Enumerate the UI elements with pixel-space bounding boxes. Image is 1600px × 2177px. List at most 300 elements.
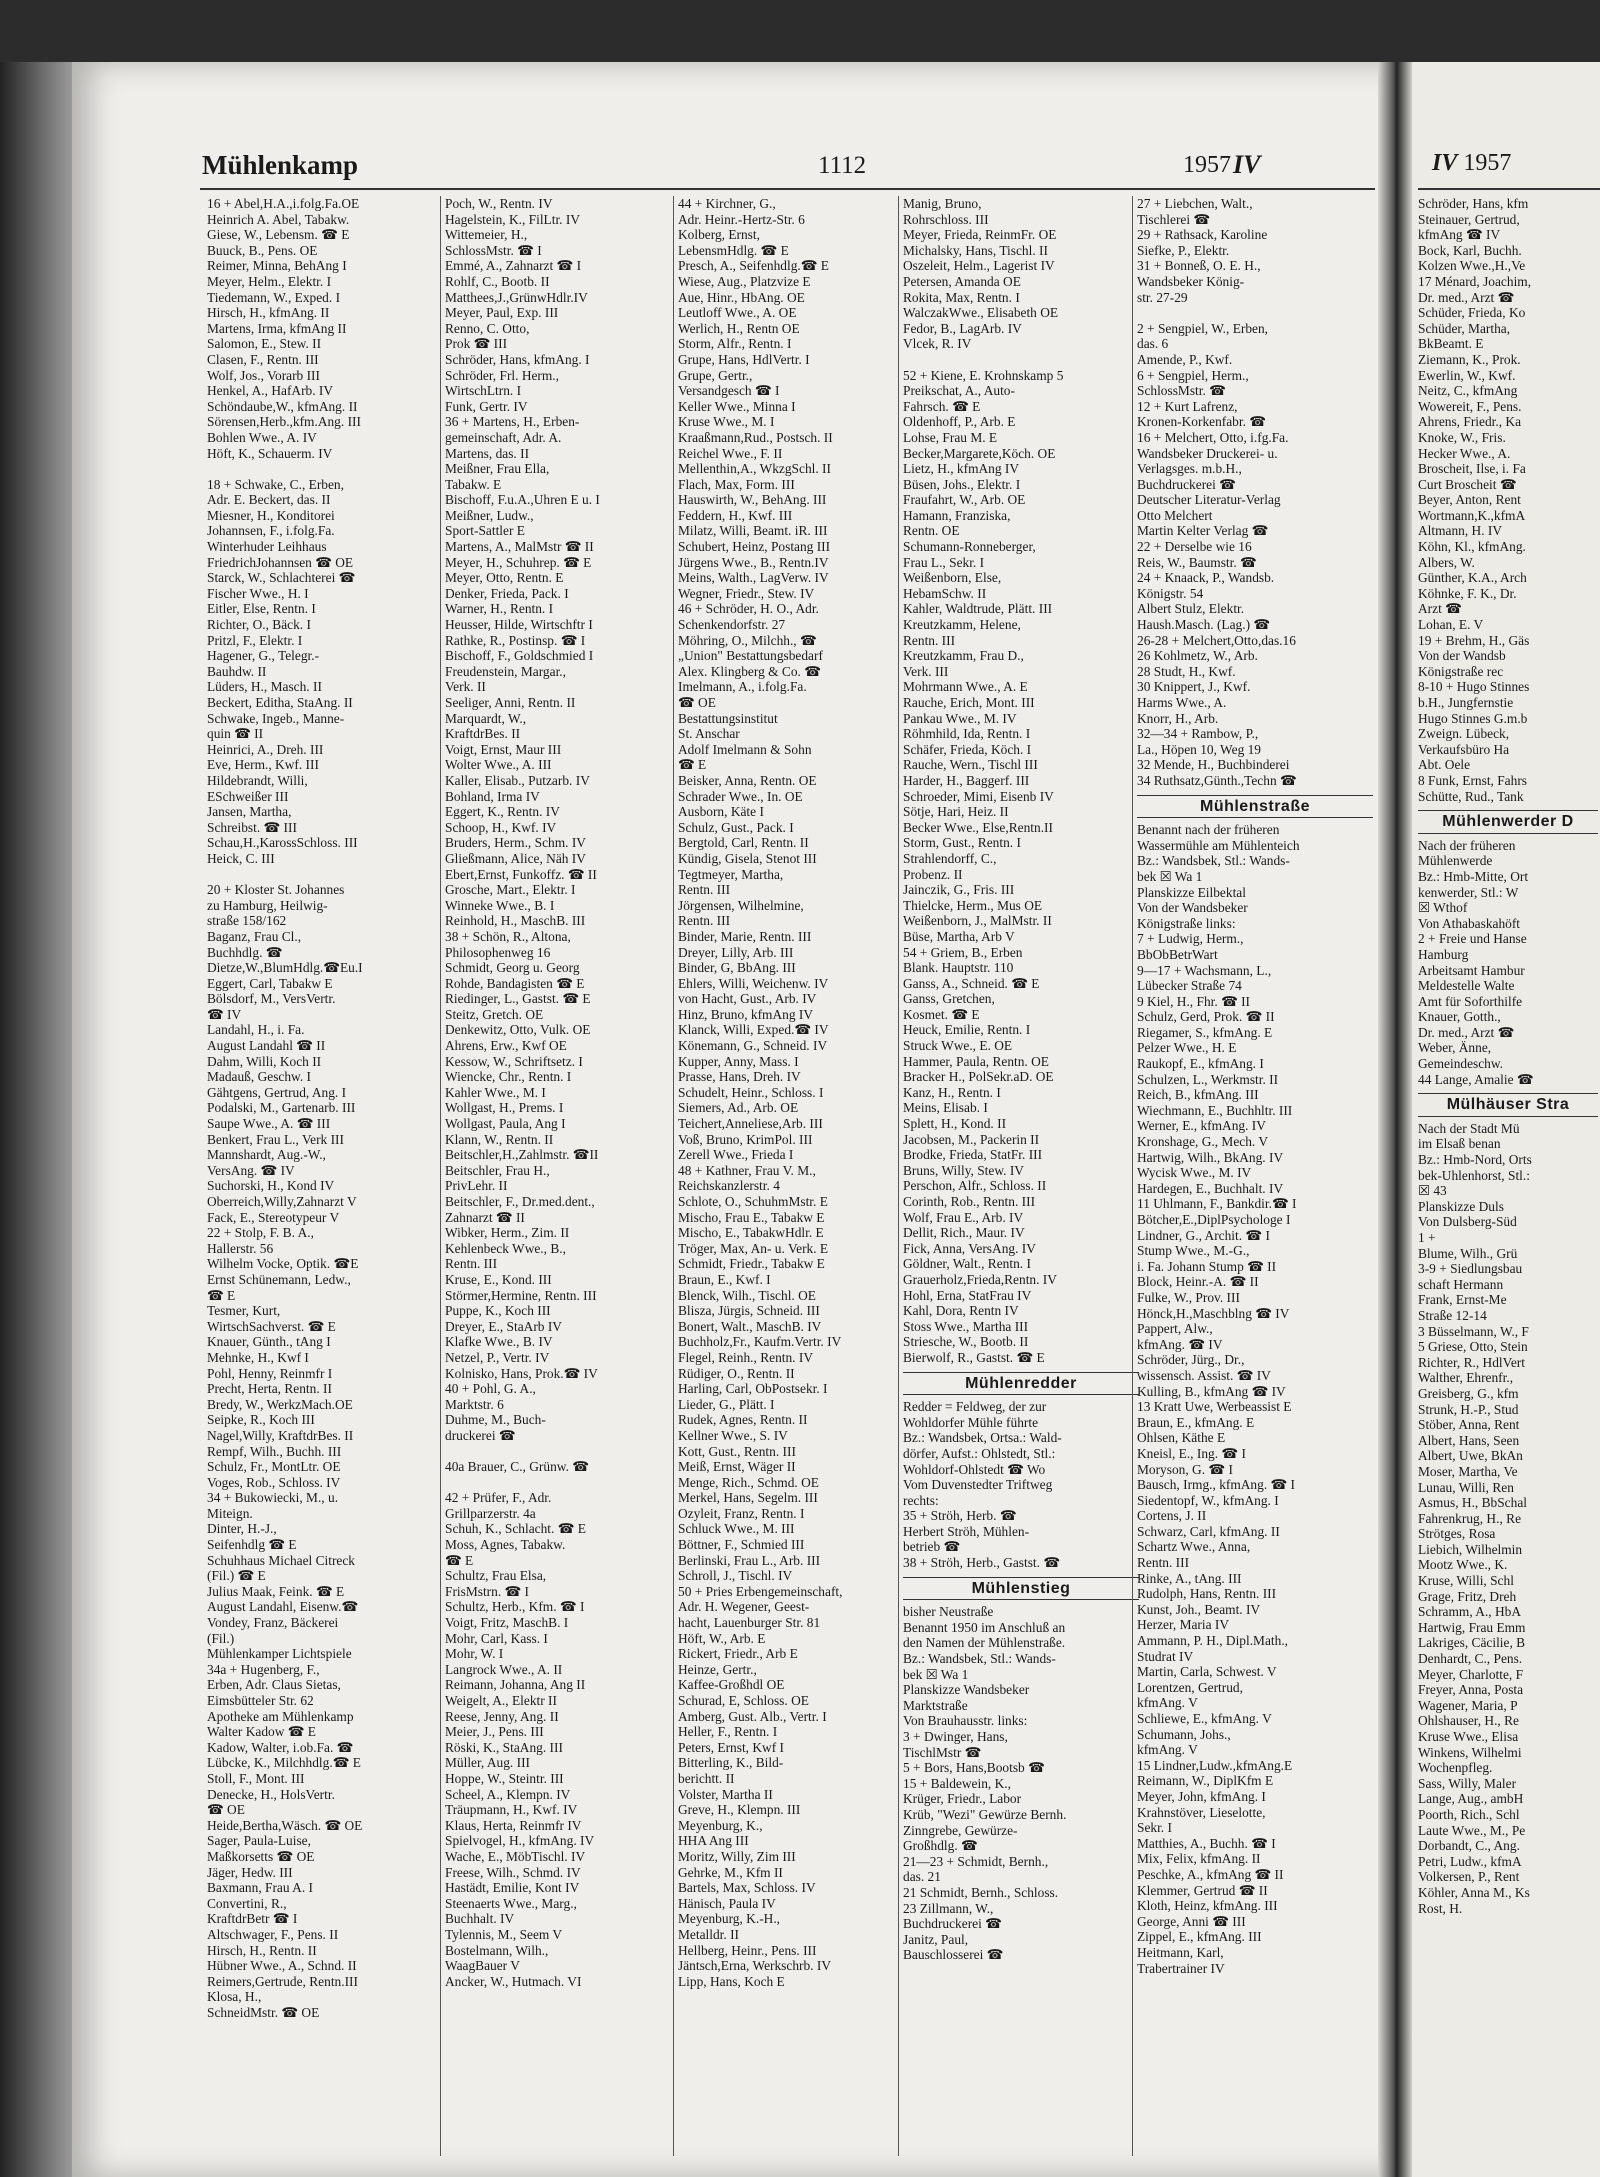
directory-entry: Schröder, Hans, kfmAng. I [445, 351, 590, 367]
directory-entry: Liebich, Wilhelmin [1418, 1541, 1523, 1557]
directory-entry: Freese, Wilh., Schmd. IV [445, 1864, 581, 1880]
directory-entry: Dreyer, E., StaArb IV [445, 1318, 562, 1334]
directory-entry: 19 + Brehm, H., Gäs [1418, 632, 1530, 648]
directory-entry: Nach der früheren [1418, 837, 1516, 853]
column-divider [673, 196, 674, 2156]
directory-entry: Lohse, Frau M. E [903, 429, 998, 445]
directory-entry: kfmAng. V [1137, 1742, 1198, 1758]
directory-entry: Corinth, Rob., Rentn. III [903, 1194, 1036, 1209]
directory-entry: Riegamer, S., kfmAng. E [1137, 1024, 1273, 1040]
facing-header-rule [1418, 188, 1600, 190]
directory-entry: Ancker, W., Hutmach. VI [445, 1973, 582, 1989]
directory-entry: das. 6 [1137, 336, 1169, 352]
directory-entry: Planskizze Eilbektal [1137, 884, 1246, 900]
directory-entry: Gließmann, Alice, Näh IV [445, 850, 586, 866]
directory-entry: Verlagsges. m.b.H., [1137, 461, 1242, 477]
directory-entry: Schüder, Martha, [1418, 320, 1511, 336]
directory-entry: Convertini, R., [207, 1895, 287, 1911]
directory-entry: Flach, Max, Form. III [678, 476, 795, 492]
directory-entry: 36 + Martens, H., Erben- [445, 414, 580, 430]
directory-entry: Clasen, F., Rentn. III [207, 351, 319, 367]
directory-entry: Rüdiger, O., Rentn. II [678, 1365, 795, 1381]
directory-entry: (Fil.) ☎ E [207, 1568, 266, 1584]
directory-entry: Meyer, Paul, Exp. III [445, 305, 559, 321]
directory-entry: Hübner Wwe., A., Schnd. II [207, 1958, 357, 1974]
directory-entry: Fraufahrt, W., Arb. OE [903, 492, 1026, 508]
directory-entry: Studrat IV [1137, 1648, 1194, 1664]
directory-entry: i. Fa. Johann Stump ☎ II [1137, 1258, 1277, 1274]
directory-entry: betrieb ☎ [903, 1539, 961, 1555]
directory-entry: Raukopf, E., kfmAng. I [1137, 1056, 1264, 1072]
directory-entry: Kellner Wwe., S. IV [678, 1427, 788, 1443]
directory-entry: Schumann-Ronneberger, [903, 539, 1036, 555]
directory-entry: Rickert, Friedr., Arb E [678, 1646, 798, 1662]
directory-entry: Presch, A., Seifenhdlg.☎ E [678, 258, 829, 274]
directory-entry: Winterhuder Leihhaus [207, 539, 327, 555]
district-number: IV [1233, 150, 1261, 179]
directory-entry: Schartz Wwe., Anna, [1137, 1539, 1251, 1555]
directory-entry: Knoke, W., Fris. [1418, 429, 1506, 445]
directory-entry: Vondey, Franz, Bäckerei [207, 1615, 339, 1631]
directory-entry: August Landahl, Eisenw.☎ [207, 1599, 359, 1615]
directory-entry: Hallerstr. 56 [207, 1240, 274, 1256]
directory-entry: Hellberg, Heinr., Pens. III [678, 1942, 817, 1958]
directory-entry: Erben, Adr. Claus Sietas, [207, 1677, 341, 1693]
directory-entry: berichtt. II [678, 1770, 735, 1786]
directory-entry: Grage, Fritz, Dreh [1418, 1588, 1517, 1604]
column-divider [1132, 196, 1133, 2156]
directory-entry: Merkel, Hans, Segelm. III [678, 1490, 818, 1506]
directory-entry: Suchorski, H., Kond IV [207, 1178, 335, 1194]
directory-entry: BkBeamt. E [1418, 336, 1484, 352]
directory-entry: Krüb, "Wezi" Gewürze Bernh. [903, 1806, 1067, 1822]
directory-entry: SchneidMstr. ☎ OE [207, 2004, 320, 2020]
directory-entry: Hastädt, Emilie, Kont IV [445, 1880, 580, 1896]
column-divider [440, 196, 441, 2156]
directory-entry: Rentn. OE [903, 523, 960, 539]
directory-entry: Winneke Wwe., B. I [445, 897, 555, 913]
directory-entry: Rauche, Wern., Tischl III [903, 757, 1038, 773]
directory-entry: Wochenpfleg. [1418, 1760, 1493, 1776]
directory-entry: Greisberg, G., kfm [1418, 1385, 1519, 1401]
directory-entry: Wache, E., MöbTischl. IV [445, 1848, 586, 1864]
directory-entry: Beisker, Anna, Rentn. OE [678, 772, 817, 788]
directory-entry: Hohl, Erna, StatFrau IV [903, 1287, 1032, 1303]
directory-entry: 1 + [1418, 1230, 1436, 1245]
directory-entry: Bohlen Wwe., A. IV [207, 429, 317, 445]
directory-entry: Landahl, H., i. Fa. [207, 1022, 305, 1038]
directory-entry: Buchdruckerei ☎ [1137, 476, 1236, 492]
facing-page-column [1418, 196, 1598, 2166]
column-1 [207, 196, 443, 2166]
directory-entry: Keller Wwe., Minna I [678, 398, 796, 414]
directory-entry: Verk. II [445, 679, 486, 695]
directory-entry: Wassermühle am Mühlenteich [1137, 837, 1300, 853]
directory-entry: 15 + Baldewein, K., [903, 1775, 1011, 1791]
directory-entry: Janitz, Paul, [903, 1931, 969, 1947]
directory-entry: 12 + Kurt Lafrenz, [1137, 398, 1238, 414]
directory-entry: Riedinger, L., Gastst. ☎ E [445, 991, 591, 1007]
directory-entry: 15 Lindner,Ludw.,kfmAng.E [1137, 1757, 1293, 1773]
directory-entry: Kraaßmann,Rud., Postsch. II [678, 429, 833, 445]
directory-entry: Fahrsch. ☎ E [903, 398, 981, 414]
directory-entry: Blank. Hauptstr. 110 [903, 960, 1014, 976]
directory-entry: Braun, E., Kwf. I [678, 1271, 771, 1287]
directory-entry: Leutloff Wwe., A. OE [678, 305, 797, 321]
directory-entry: Schöndaube,W., kfmAng. II [207, 398, 358, 414]
directory-entry: Imelmann, A., i.folg.Fa. [678, 679, 807, 695]
directory-entry: Eimsbütteler Str. 62 [207, 1693, 314, 1708]
directory-entry: Bz.: Wandsbek, Stl.: Wands- [903, 1651, 1056, 1667]
directory-entry: Winkens, Wilhelmi [1418, 1744, 1522, 1760]
directory-entry: Ganss, A., Schneid. ☎ E [903, 975, 1040, 991]
directory-entry: kfmAng ☎ IV [1418, 227, 1501, 243]
directory-entry: Schulz, Gust., Pack. I [678, 819, 794, 835]
directory-entry: Laute Wwe., M., Pe [1418, 1822, 1526, 1838]
directory-entry: Reichskanzlerstr. 4 [678, 1178, 780, 1194]
directory-entry: Rauche, Erich, Mont. III [903, 695, 1035, 710]
directory-entry: Precht, Herta, Rentn. II [207, 1381, 332, 1397]
directory-entry: kfmAng. ☎ IV [1137, 1336, 1223, 1352]
directory-entry: Lohan, E. V [1418, 617, 1484, 633]
directory-entry: wissensch. Assist. ☎ IV [1137, 1367, 1271, 1383]
directory-entry: Hardegen, E., Buchhalt. IV [1137, 1180, 1284, 1196]
directory-entry: ESchweißer III [207, 788, 289, 804]
directory-entry: Bz.: Wandsbek, Ortsa.: Wald- [903, 1430, 1062, 1446]
directory-entry: Voß, Bruno, KrimPol. III [678, 1131, 813, 1147]
directory-entry: Heller, F., Rentn. I [678, 1724, 778, 1740]
directory-entry: Schäfer, Frieda, Köch. I [903, 741, 1032, 757]
directory-entry: Weißenborn, Else, [903, 570, 1002, 586]
directory-entry: Rohrschloss. III [903, 211, 989, 227]
directory-entry: Grillparzerstr. 4a [445, 1505, 536, 1521]
directory-entry: Jäntsch,Erna, Werkschrb. IV [678, 1958, 831, 1974]
directory-entry: Kreutzkamm, Frau D., [903, 648, 1024, 664]
directory-entry: Köhn, Kl., kfmAng. [1418, 539, 1526, 555]
directory-entry: Metalldr. II [678, 1926, 739, 1942]
directory-entry: Versandgesch ☎ I [678, 383, 780, 399]
directory-entry: Lietz, H., kfmAng IV [903, 461, 1020, 477]
directory-entry: Menge, Rich., Schmd. OE [678, 1474, 819, 1490]
directory-entry: Schmidt, Georg u. Georg [445, 960, 580, 976]
directory-entry: Heuck, Emilie, Rentn. I [903, 1022, 1031, 1038]
directory-entry: Volster, Martha II [678, 1786, 773, 1802]
directory-entry: Mühlenkamper Lichtspiele [207, 1646, 352, 1662]
directory-entry: Beitschler,H.,Zahlmstr. ☎II [445, 1147, 599, 1163]
directory-entry: August Landahl ☎ II [207, 1038, 326, 1054]
directory-entry: Freyer, Anna, Posta [1418, 1682, 1524, 1698]
directory-entry: Reimers,Gertrude, Rentn.III [207, 1973, 358, 1989]
directory-entry: Grupe, Gertr., [678, 367, 753, 383]
directory-entry: str. 27-29 [1137, 289, 1188, 305]
directory-entry: Hänisch, Paula IV [678, 1895, 776, 1911]
directory-entry: Tiedemann, W., Exped. I [207, 289, 341, 305]
directory-entry: Richter, R., HdlVert [1418, 1354, 1525, 1370]
directory-entry: Buchholz,Fr., Kaufm.Vertr. IV [678, 1334, 842, 1350]
directory-entry: Wollgast, H., Prems. I [445, 1100, 564, 1116]
directory-entry: 38 + Ströh, Herb., Gastst. ☎ [903, 1555, 1061, 1571]
directory-entry: von Hacht, Gust., Arb. IV [678, 991, 817, 1007]
directory-entry: Peters, Ernst, Kwf I [678, 1739, 784, 1755]
directory-entry: Pappert, Alw., [1137, 1321, 1213, 1337]
directory-entry: Podalski, M., Gartenarb. III [207, 1100, 356, 1116]
directory-entry: Philosophenweg 16 [445, 944, 551, 960]
directory-entry: Kahler Wwe., M. I [445, 1084, 546, 1100]
directory-entry: bek ☒ Wa 1 [1137, 868, 1203, 884]
directory-entry: Zahnarzt ☎ II [445, 1209, 525, 1225]
directory-entry: Kaffee-Großhdl OE [678, 1677, 785, 1693]
directory-entry: Grauerholz,Frieda,Rentn. IV [903, 1271, 1057, 1287]
directory-entry: Schulz, Gerd, Prok. ☎ II [1137, 1009, 1275, 1025]
directory-entry: Seifenhdlg ☎ E [207, 1537, 297, 1553]
street-section-heading: Mühlenwerder D [1418, 810, 1598, 834]
directory-entry: Adr. Heinr.-Hertz-Str. 6 [678, 211, 805, 227]
directory-entry: Reimann, W., DiplKfm E [1137, 1773, 1274, 1789]
directory-entry: 3 Büsselmann, W., F [1418, 1323, 1529, 1339]
directory-entry: Kanz, H., Rentn. I [903, 1084, 1001, 1100]
directory-entry: Sörensen,Herb.,kfm.Ang. III [207, 414, 361, 430]
directory-entry: Hoppe, W., Steintr. III [445, 1770, 564, 1786]
column-2 [445, 196, 681, 2166]
directory-entry: 13 Kratt Uwe, Werbeassist E [1137, 1399, 1292, 1415]
directory-entry: Manig, Bruno, [903, 196, 982, 211]
directory-entry: Tesmer, Kurt, [207, 1303, 281, 1319]
directory-entry: Kündig, Gisela, Stenot III [678, 850, 817, 866]
directory-entry: Ernst Schünemann, Ledw., [207, 1271, 351, 1287]
directory-entry: b.H., Jungfernstie [1418, 695, 1514, 710]
directory-entry: Störmer,Hermine, Rentn. III [445, 1287, 597, 1303]
directory-entry: FrisMstrn. ☎ I [445, 1583, 530, 1599]
directory-entry: Schroeder, Mimi, Eisenb IV [903, 788, 1054, 804]
directory-entry: Meyenburg, K., [678, 1817, 763, 1833]
directory-entry: Pankau Wwe., M. IV [903, 710, 1017, 726]
directory-entry: Mohr, Carl, Kass. I [445, 1630, 548, 1646]
directory-entry: 26 Kohlmetz, W., Arb. [1137, 648, 1258, 664]
directory-entry: Mischo, Frau E., Tabakw E [678, 1209, 825, 1225]
directory-entry: 9 Kiel, H., Fhr. ☎ II [1137, 993, 1251, 1009]
directory-entry: Matthies, A., Buchh. ☎ I [1137, 1835, 1276, 1851]
directory-entry: Wolf, Jos., Vorarb III [207, 367, 320, 383]
directory-entry: Hamburg [1418, 946, 1469, 962]
street-section-heading: Mühlenstieg [903, 1577, 1139, 1601]
directory-entry: Sass, Willy, Maler [1418, 1775, 1517, 1791]
directory-entry: Splett, H., Kond. II [903, 1116, 1007, 1132]
directory-entry: Marktstraße [903, 1697, 968, 1713]
directory-entry: Schliewe, E., kfmAng. V [1137, 1711, 1272, 1726]
directory-entry: Storm, Gust., Rentn. I [903, 835, 1021, 851]
directory-entry: 54 + Griem, B., Erben [903, 944, 1023, 960]
directory-entry: Höft, W., Arb. E [678, 1630, 766, 1646]
directory-entry: Ozyleit, Franz, Rentn. I [678, 1505, 805, 1521]
directory-entry: Heinrici, A., Dreh. III [207, 741, 324, 757]
directory-entry [445, 1444, 681, 1460]
scan-left-border [0, 62, 72, 2177]
directory-entry: Planskizze Wandsbeker [903, 1682, 1030, 1698]
directory-entry: Frank, Ernst-Me [1418, 1292, 1507, 1308]
directory-entry: Röhmhild, Ida, Rentn. I [903, 726, 1031, 742]
directory-entry: Brodke, Frieda, StatFr. III [903, 1147, 1043, 1163]
directory-entry: Heick, C. III [207, 850, 275, 866]
directory-entry: Denhardt, C., Pens. [1418, 1651, 1523, 1667]
directory-entry: Voges, Rob., Schloss. IV [207, 1474, 341, 1490]
directory-entry: Wandsbeker Druckerei- u. [1137, 445, 1278, 461]
directory-entry: Tröger, Max, An- u. Verk. E [678, 1240, 829, 1256]
directory-entry: Michalsky, Hans, Tischl. II [903, 242, 1048, 258]
directory-entry: Ausborn, Käte I [678, 804, 764, 820]
directory-entry: Eggert, K., Rentn. IV [445, 804, 560, 820]
directory-entry: Renno, C. Otto, [445, 320, 530, 336]
directory-entry: FriedrichJohannsen ☎ OE [207, 554, 354, 570]
directory-entry: Giese, W., Lebensm. ☎ E [207, 227, 350, 243]
directory-entry: Wohldorf-Ohlstedt ☎ Wo [903, 1461, 1046, 1477]
directory-entry: Kronen-Korkenfabr. ☎ [1137, 414, 1266, 430]
scan-top-border [0, 0, 1600, 62]
directory-entry: Adr. H. Wegener, Geest- [678, 1599, 810, 1615]
directory-entry: Martens, das. II [445, 445, 530, 461]
directory-entry: Oldenhoff, P., Arb. E [903, 414, 1016, 430]
directory-entry: Lüders, H., Masch. II [207, 679, 322, 695]
directory-entry: Meyer, Helm., Elektr. I [207, 273, 332, 289]
directory-entry: Rentn. III [678, 913, 731, 929]
directory-entry: Jansen, Martha, [207, 804, 292, 820]
directory-entry: Sager, Paula-Luise, [207, 1833, 311, 1849]
directory-entry: Kunst, Joh., Beamt. IV [1137, 1601, 1261, 1617]
directory-entry: Dorbandt, C., Ang. [1418, 1838, 1520, 1854]
directory-entry: Grupe, Hans, HdlVertr. I [678, 351, 810, 367]
directory-entry: Marktstr. 6 [445, 1396, 504, 1412]
directory-entry: 2 + Sengpiel, W., Erben, [1137, 320, 1269, 336]
directory-entry: 21 Schmidt, Bernh., Schloss. [903, 1884, 1059, 1900]
directory-entry: Kahler, Waldtrude, Plätt. III [903, 601, 1053, 617]
directory-entry: Dietze,W.,BlumHdlg.☎Eu.I [207, 960, 363, 976]
directory-entry: Knorr, H., Arb. [1137, 710, 1219, 726]
directory-entry: Bz.: Hmb-Nord, Orts [1418, 1152, 1532, 1168]
directory-entry: Buchdruckerei ☎ [903, 1916, 1002, 1932]
directory-entry: Lübcke, K., Milchhdlg.☎ E [207, 1755, 361, 1771]
directory-entry: druckerei ☎ [445, 1427, 516, 1443]
directory-entry: Seeliger, Anni, Rentn. II [445, 695, 576, 710]
directory-entry: 8-10 + Hugo Stinnes [1418, 679, 1530, 695]
directory-entry: Tegtmeyer, Martha, [678, 866, 784, 882]
directory-entry: Königstraße links: [1137, 915, 1236, 931]
directory-entry: ☎ E [445, 1552, 474, 1568]
directory-entry: Hinz, Bruno, kfmAng IV [678, 1006, 814, 1022]
directory-entry: Reese, Jenny, Ang. II [445, 1708, 559, 1724]
directory-entry: Zippel, E., kfmAng. III [1137, 1929, 1262, 1945]
directory-entry: Großhdlg. ☎ [903, 1838, 978, 1854]
directory-entry: Möhring, O., Milchh., ☎ [678, 632, 817, 648]
directory-entry: Schultz, Frau Elsa, [445, 1568, 547, 1584]
directory-entry: Träupmann, H., Kwf. IV [445, 1802, 578, 1818]
directory-entry: 34 + Bukowiecki, M., u. [207, 1490, 339, 1506]
directory-entry: Aue, Hinr., HbAng. OE [678, 289, 805, 305]
directory-entry: Fack, E., Stereotypeur V [207, 1209, 340, 1225]
directory-entry: Kosmet. ☎ E [903, 1006, 980, 1022]
directory-entry: 46 + Schröder, H. O., Adr. [678, 601, 819, 617]
directory-entry: Trabertrainer IV [1137, 1960, 1225, 1976]
directory-entry: Sport-Sattler E [445, 523, 525, 539]
directory-entry: HebamSchw. II [903, 585, 987, 601]
directory-entry: Alex. Klingberg & Co. ☎ [678, 663, 821, 679]
directory-entry: Schluck Wwe., M. III [678, 1521, 795, 1537]
directory-entry: Königstraße rec [1418, 663, 1504, 679]
directory-entry: ☎ OE [207, 1802, 245, 1818]
directory-entry: Mühlenwerde [1418, 853, 1493, 869]
directory-entry: Dinter, H.-J., [207, 1521, 277, 1537]
directory-entry: Heinze, Gertr., [678, 1661, 757, 1677]
directory-entry: Rentn. III [1137, 1555, 1190, 1571]
directory-entry: Meyer, John, kfmAng. I [1137, 1788, 1266, 1804]
directory-entry: Arzt ☎ [1418, 601, 1462, 617]
directory-entry: Stump Wwe., M.-G., [1137, 1243, 1250, 1259]
directory-entry: Wegner, Friedr., Stew. IV [678, 585, 815, 601]
directory-entry: Büse, Martha, Arb V [903, 928, 1015, 944]
directory-entry: 34 Ruthsatz,Günth.,Techn ☎ [1137, 772, 1297, 788]
directory-entry: Meißner, Frau Ella, [445, 461, 550, 477]
directory-entry: 35 + Ströh, Herb. ☎ [903, 1508, 1017, 1524]
directory-entry: Schröder, Hans, kfm [1418, 196, 1529, 211]
directory-entry: Kruse Wwe., Elisa [1418, 1729, 1519, 1744]
directory-entry: Von der Wandsbeker [1137, 900, 1248, 916]
directory-entry: das. 21 [903, 1869, 941, 1885]
directory-entry: 32 Mende, H., Buchbinderei [1137, 757, 1290, 773]
directory-entry: Rohlf, C., Bootb. II [445, 273, 550, 289]
directory-entry: 21—23 + Schmidt, Bernh., [903, 1853, 1049, 1869]
directory-entry: Schumann, Johs., [1137, 1726, 1231, 1742]
directory-entry: Ahrens, Erw., Kwf OE [445, 1038, 567, 1054]
directory-entry: Baxmann, Frau A. I [207, 1880, 313, 1896]
directory-entry: Jainczik, G., Fris. III [903, 882, 1015, 898]
column-divider [898, 196, 899, 2156]
directory-entry: Kolnisko, Hans, Prok.☎ IV [445, 1365, 598, 1381]
directory-entry: kfmAng. V [1137, 1695, 1198, 1711]
directory-entry: Mootz Wwe., K. [1418, 1557, 1508, 1573]
directory-entry: Klanck, Willi, Exped.☎ IV [678, 1022, 829, 1038]
directory-entry: St. Anschar [678, 726, 740, 742]
directory-entry: VersAng. ☎ IV [207, 1162, 295, 1178]
directory-entry: Klosa, H., [207, 1989, 262, 2005]
directory-entry: Struck Wwe., E. OE [903, 1038, 1013, 1054]
directory-entry: Fulke, W., Prov. III [1137, 1289, 1240, 1305]
directory-entry: Strötges, Rosa [1418, 1526, 1496, 1542]
directory-entry: Bz.: Wandsbek, Stl.: Wands- [1137, 853, 1290, 869]
directory-entry: Wohldorfer Mühle führte [903, 1414, 1039, 1430]
directory-entry: Meyenburg, K.-H., [678, 1911, 781, 1927]
directory-entry: Schroll, J., Tischl. IV [678, 1568, 793, 1584]
directory-entry: Verk. III [903, 663, 949, 679]
directory-entry: ☎ E [207, 1287, 236, 1303]
directory-entry: Hirsch, H., Rentn. II [207, 1942, 317, 1958]
directory-entry: Kreutzkamm, Helene, [903, 617, 1021, 633]
directory-entry: 3-9 + Siedlungsbau [1418, 1261, 1523, 1277]
directory-entry: SchlossMstr. ☎ [1137, 383, 1226, 399]
directory-entry: Bischoff, F.u.A.,Uhren E u. I [445, 492, 600, 508]
directory-entry: Benkert, Frau L., Verk III [207, 1131, 344, 1147]
directory-entry: Richter, O., Bäck. I [207, 617, 311, 633]
directory-entry: Freudenstein, Margar., [445, 663, 566, 679]
directory-entry: Göldner, Walt., Rentn. I [903, 1256, 1031, 1272]
directory-entry [207, 461, 443, 477]
directory-entry: Gähtgens, Gertrud, Ang. I [207, 1084, 347, 1100]
directory-entry: Günther, K.A., Arch [1418, 570, 1527, 586]
directory-entry: Otto Melchert [1137, 507, 1213, 523]
directory-entry: Voigt, Fritz, MaschB. I [445, 1615, 569, 1631]
directory-entry: Schröder, Frl. Herm., [445, 367, 560, 383]
directory-entry: Weigelt, A., Elektr II [445, 1693, 557, 1708]
directory-entry [207, 867, 443, 883]
directory-entry: Teichert,Anneliese,Arb. III [678, 1116, 823, 1132]
directory-entry: Petri, Ludw., kfmA [1418, 1853, 1522, 1869]
